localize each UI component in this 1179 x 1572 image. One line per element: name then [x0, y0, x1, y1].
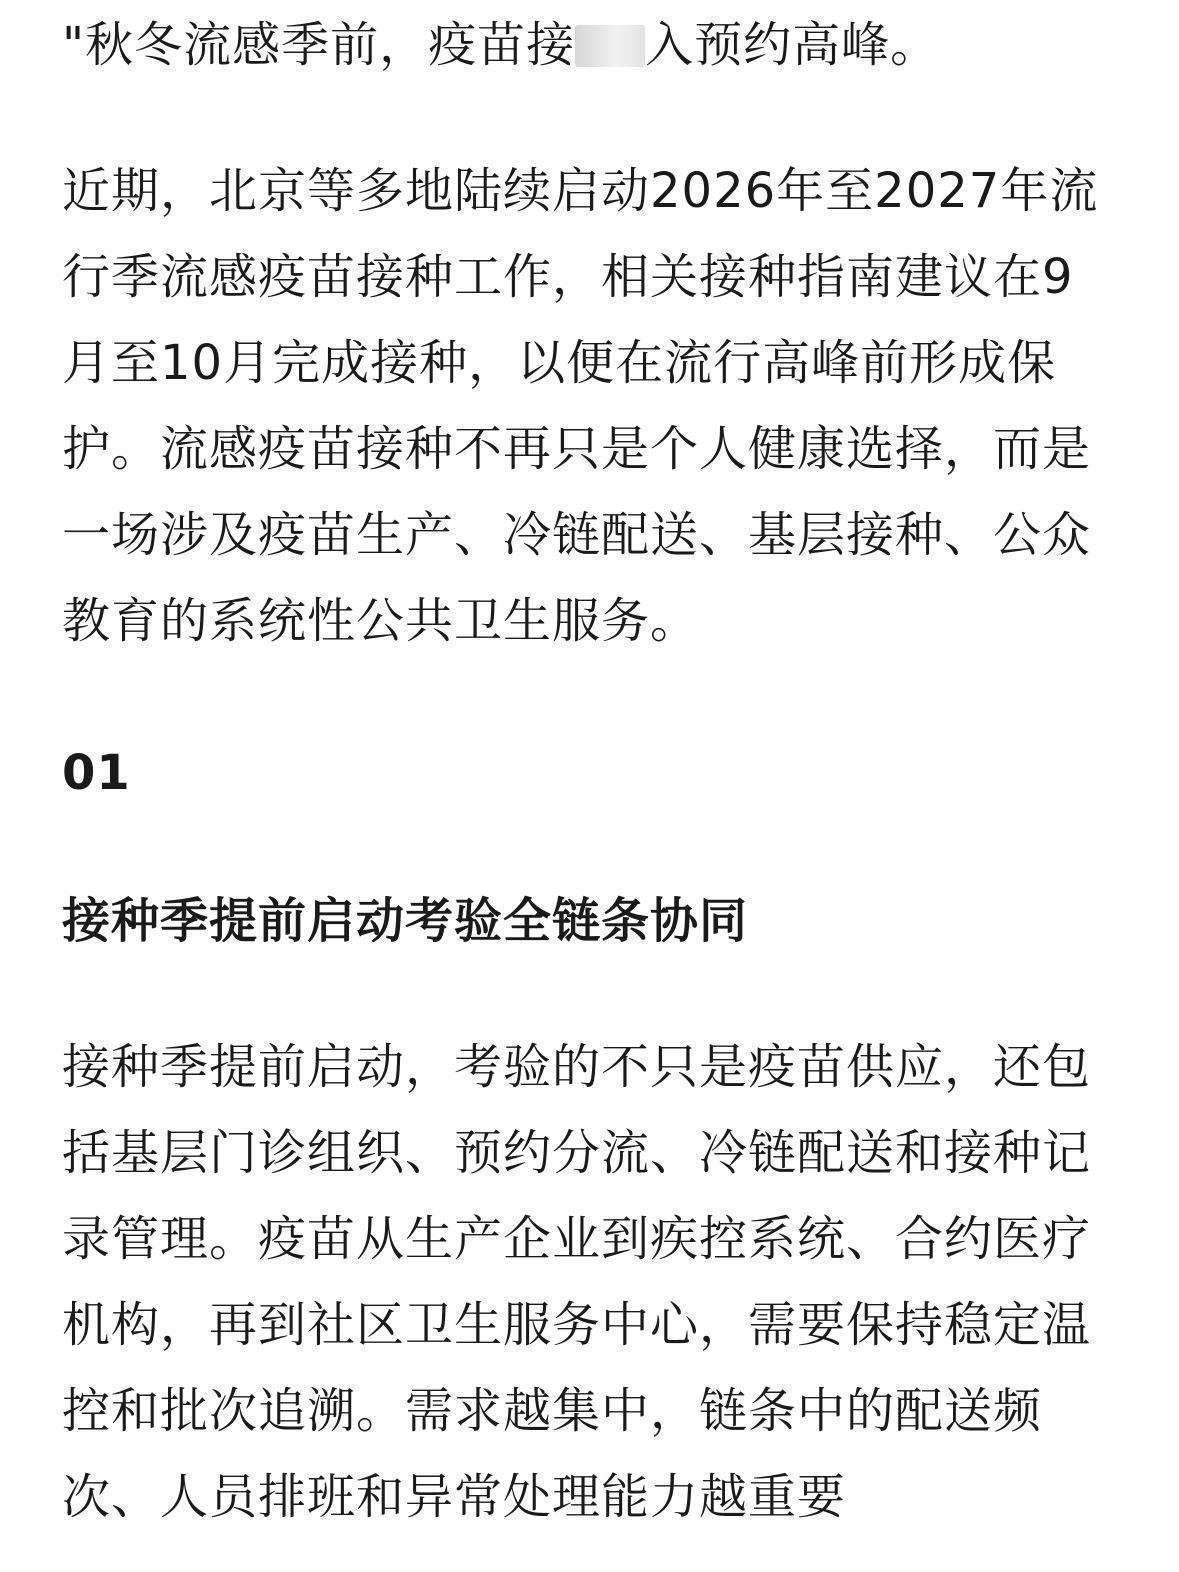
section-heading: 接种季提前启动考验全链条协同: [62, 893, 749, 949]
obscured-text-mask: [575, 25, 645, 67]
lead-text-part2: 入预约高峰。: [645, 17, 940, 73]
lead-sentence: [62, 2, 1122, 88]
paragraph-section-body: 接种季提前启动，考验的不只是疫苗供应，还包括基层门诊组织、预约分流、冷链配送和接种记录管理。疫苗从生产企业到疾控系统、合约医疗机构，再到社区卫生服务中心，需要保持稳定温控和批次追溯。需求越集中，链条中的配送频次、人员排班和异常处理能力越重要: [62, 1039, 1092, 1525]
paragraph-intro: 近期，北京等多地陆续启动2026年至2027年流行季流感疫苗接种工作，相关接种指南建议在9月至10月完成接种，以便在流行高峰前形成保护。流感疫苗接种不再只是个人健康选择，而是一场涉及疫苗生产、冷链配送、基层接种、公众教育的系统性公共卫生服务。: [62, 163, 1099, 649]
lead-text-part1: "秋冬流感季前，疫苗接: [62, 17, 576, 73]
section-number: 01: [62, 745, 131, 801]
